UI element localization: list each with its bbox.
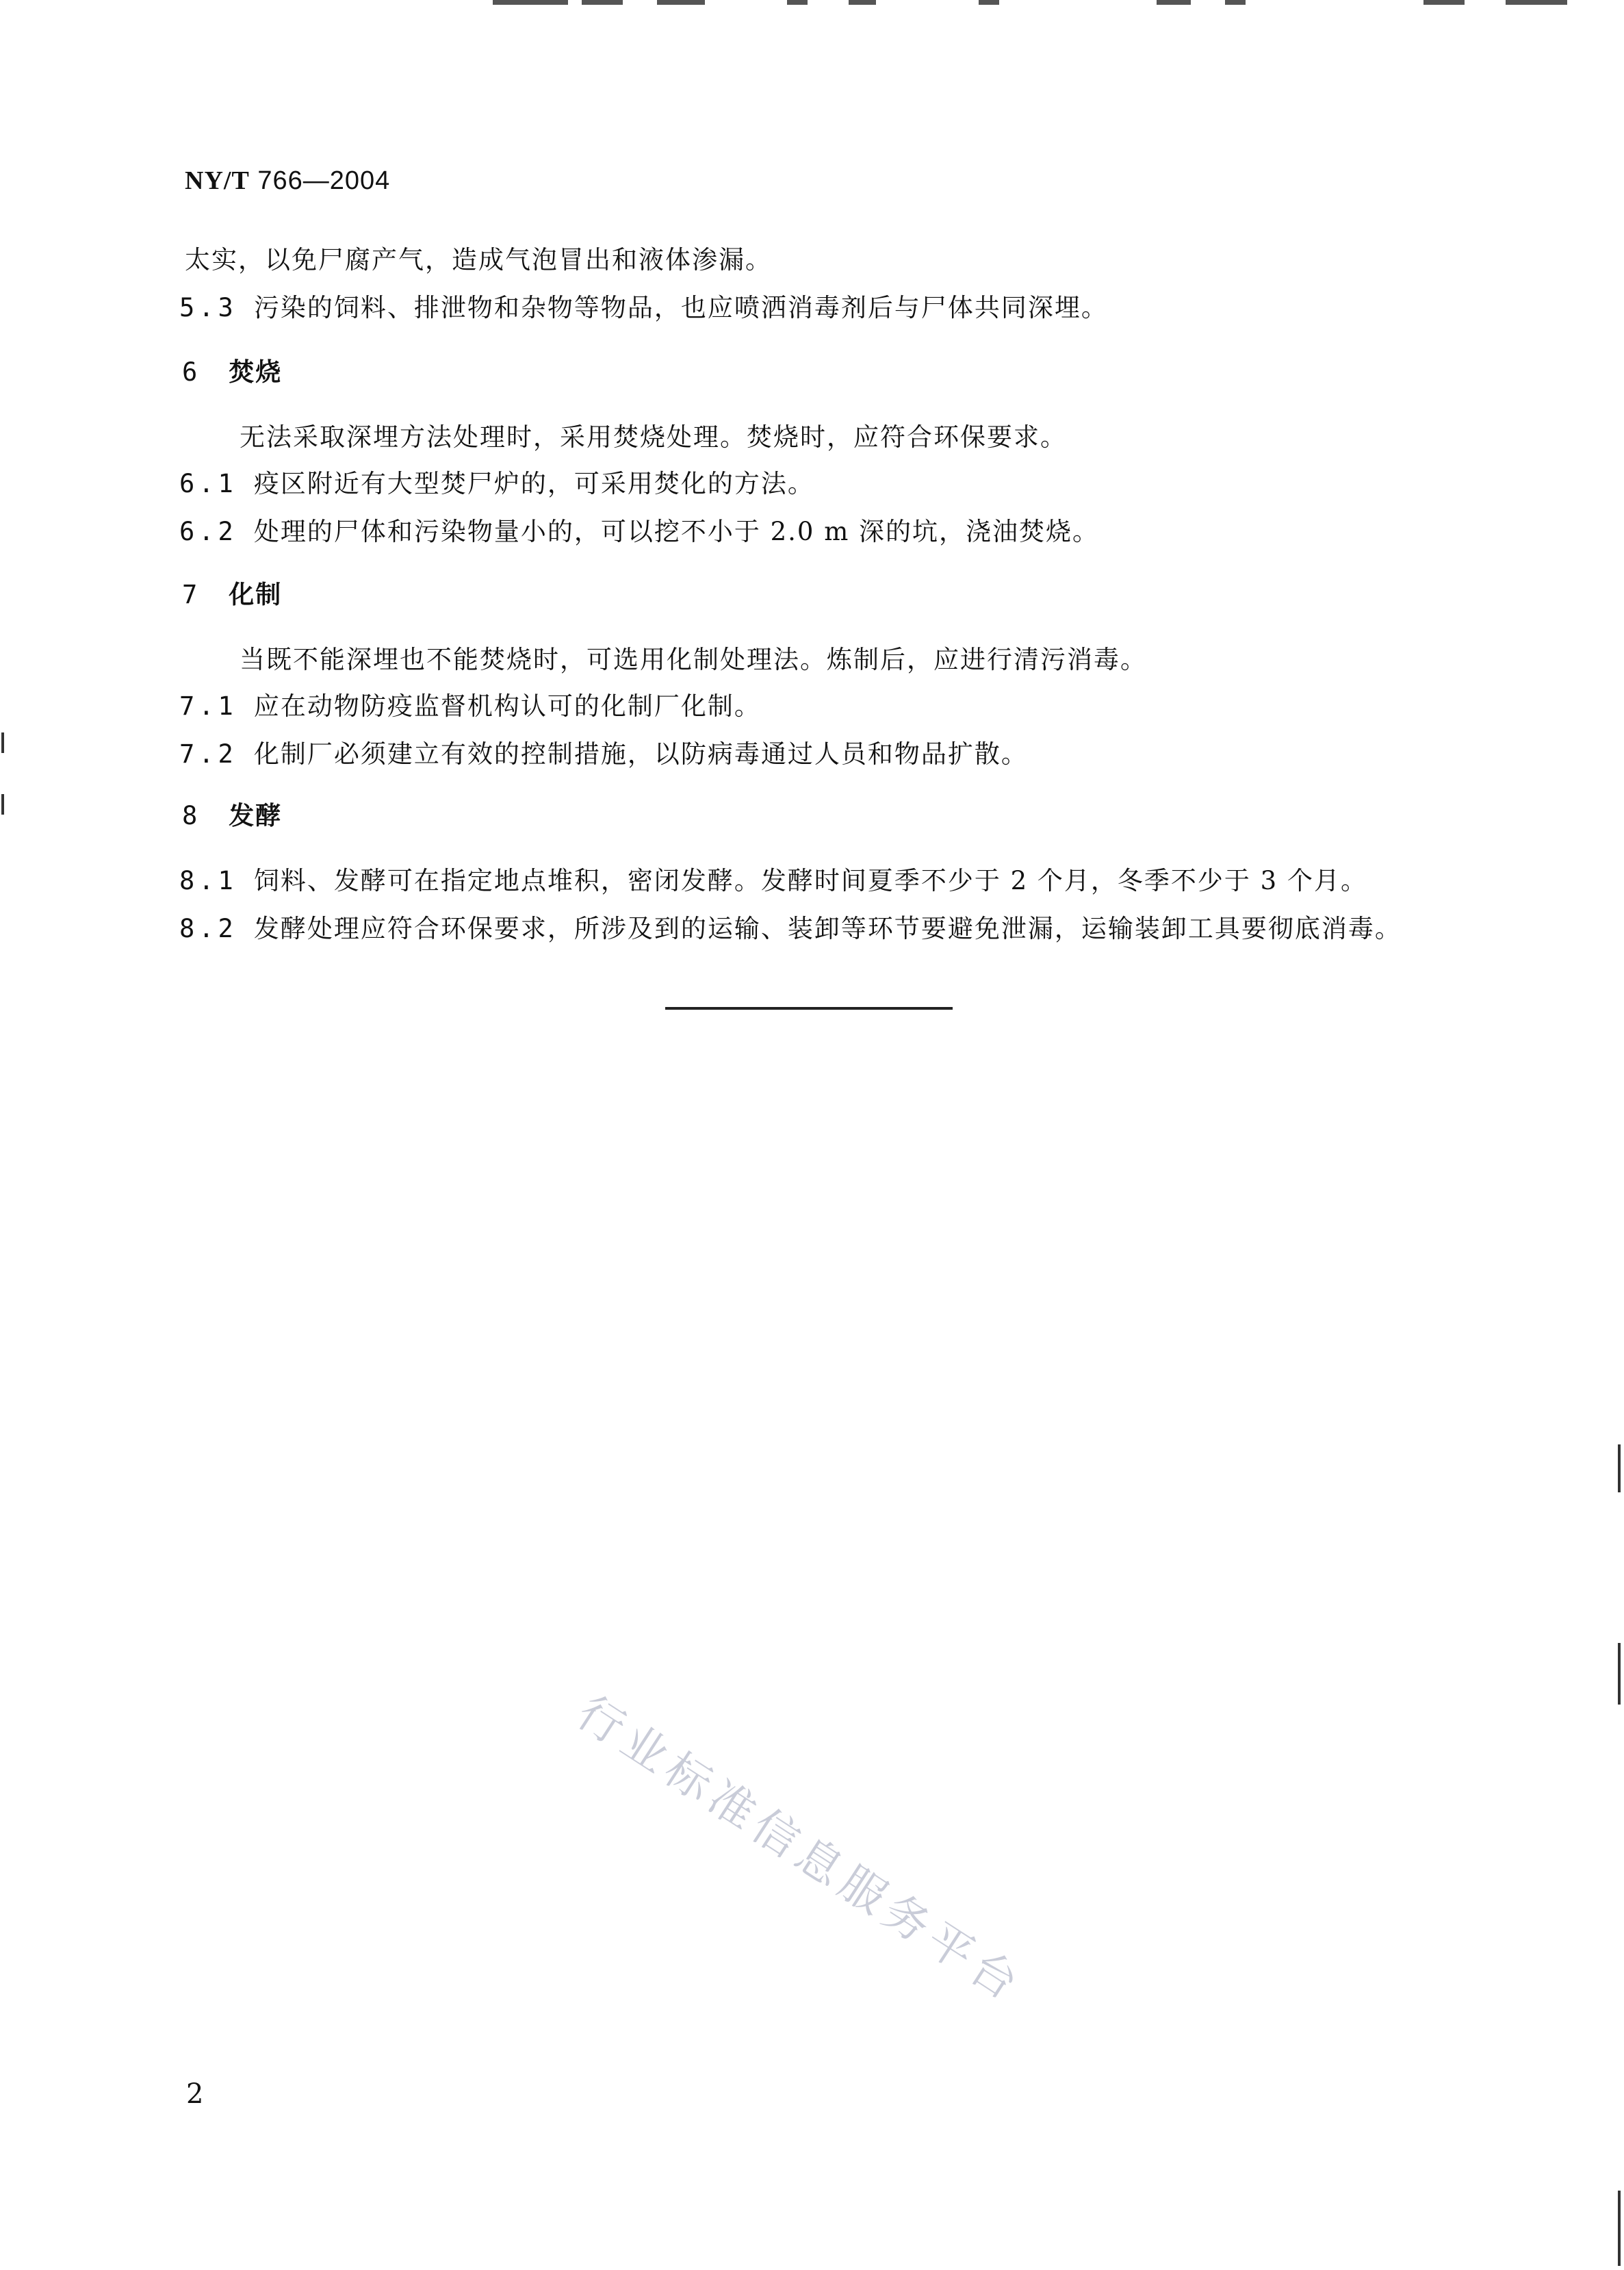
section-number: 6 xyxy=(182,357,202,387)
standard-code-header xyxy=(185,166,390,196)
clause-text: 污染的饲料、排泄物和杂物等物品，也应喷洒消毒剂后与尸体共同深埋。 xyxy=(253,293,1108,322)
section-number: 7 xyxy=(182,580,202,609)
scan-edge-artifacts xyxy=(0,0,1624,10)
clause-text: 处理的尸体和污染物量小的，可以挖不小于 2.0 m 深的坑，浇油焚烧。 xyxy=(253,517,1100,546)
clause-number: 8.2 xyxy=(179,914,237,943)
scan-edge-mark xyxy=(1618,1444,1621,1492)
scan-edge-mark xyxy=(1,732,4,753)
section-6-intro: 无法采取深埋方法处理时，采用焚烧处理。焚烧时，应符合环保要求。 xyxy=(240,422,1067,452)
standard-code-number: 766—2004 xyxy=(257,166,391,195)
paragraph-continuation: 太实，以免尸腐产气，造成气泡冒出和液体渗漏。 xyxy=(185,245,772,275)
clause-8-2 xyxy=(179,914,1402,944)
clause-number: 5.3 xyxy=(179,293,237,322)
section-title: 焚烧 xyxy=(229,357,283,387)
clause-text: 发酵处理应符合环保要求，所涉及到的运输、装卸等环节要避免泄漏，运输装卸工具要彻底消毒。 xyxy=(253,914,1402,943)
clause-8-1 xyxy=(179,866,1367,896)
clause-number: 8.1 xyxy=(179,866,237,895)
clause-6-2 xyxy=(179,517,1099,547)
clause-text: 应在动物防疫监督机构认可的化制厂化制。 xyxy=(253,691,761,721)
scan-edge-mark xyxy=(1618,2191,1621,2266)
clause-7-2 xyxy=(179,739,1028,769)
clause-number: 7.1 xyxy=(179,691,237,721)
section-7-intro: 当既不能深埋也不能焚烧时，可选用化制处理法。炼制后，应进行清污消毒。 xyxy=(240,645,1147,674)
clause-7-1 xyxy=(179,691,761,722)
section-number: 8 xyxy=(182,801,202,830)
section-6-heading xyxy=(182,357,282,387)
clause-number: 6.1 xyxy=(179,469,237,498)
standard-code-prefix: NY/T xyxy=(185,166,250,195)
clause-number: 6.2 xyxy=(179,517,237,546)
clause-text: 疫区附近有大型焚尸炉的，可采用焚化的方法。 xyxy=(253,469,814,498)
section-title: 发酵 xyxy=(229,801,283,830)
clause-6-1 xyxy=(179,469,814,499)
section-title: 化制 xyxy=(229,580,283,609)
section-7-heading xyxy=(182,580,282,610)
clause-number: 7.2 xyxy=(179,739,237,769)
clause-text: 化制厂必须建立有效的控制措施，以防病毒通过人员和物品扩散。 xyxy=(253,739,1028,769)
end-of-document-rule xyxy=(665,1007,953,1010)
watermark: 行业标准信息服务平台 xyxy=(567,1685,1033,2014)
page-number: 2 xyxy=(186,2078,204,2110)
scan-edge-mark xyxy=(1,794,4,815)
section-8-heading xyxy=(182,801,282,831)
clause-5-3 xyxy=(179,293,1108,323)
clause-text: 饲料、发酵可在指定地点堆积，密闭发酵。发酵时间夏季不少于 2 个月，冬季不少于 3 个月。 xyxy=(253,866,1367,895)
scan-edge-mark xyxy=(1618,1643,1621,1705)
